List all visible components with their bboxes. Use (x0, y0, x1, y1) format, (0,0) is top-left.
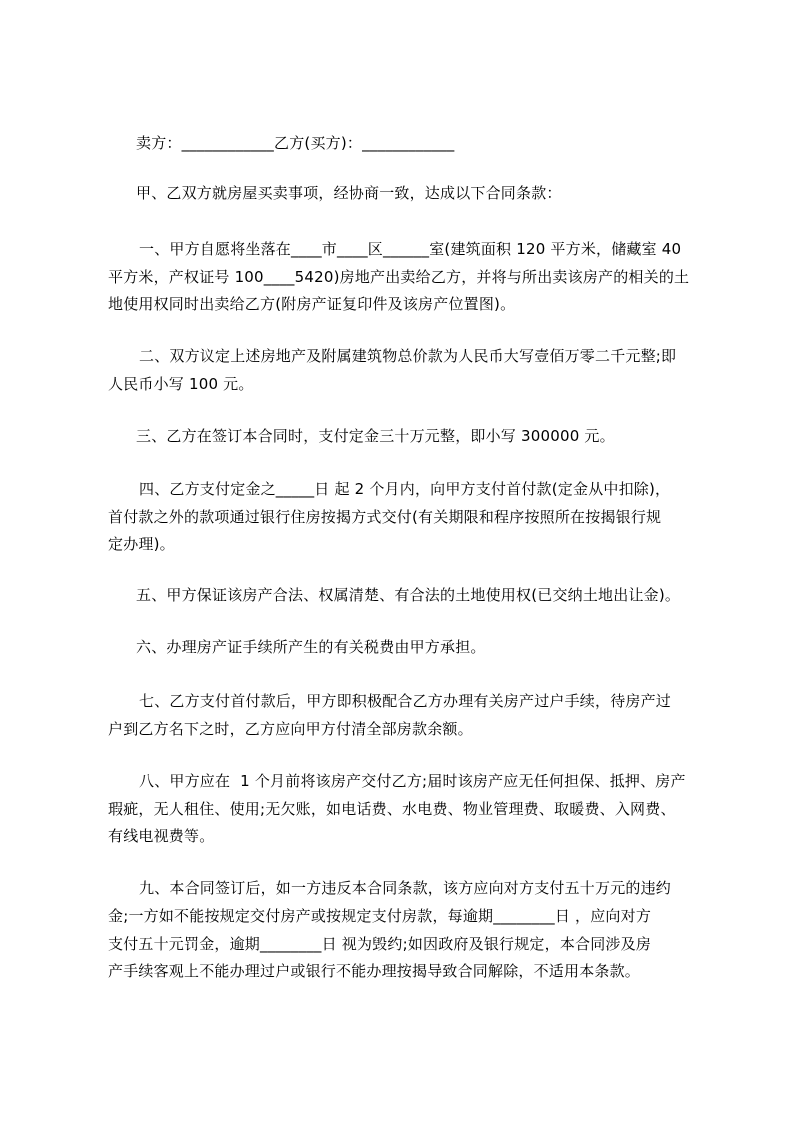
clause-1-line-1: 一、甲方自愿将坐落在____市____区______室(建筑面积 120 平方米，储藏室 40 (139, 240, 682, 258)
clause-9-line-2: 金;一方如不能按规定交付房产或按规定支付房款，每逾期________日 ，应向对方 (108, 907, 652, 925)
clause-8-line-1: 八、甲方应在 1 个月前将该房产交付乙方;届时该房产应无任何担保、抵押、房产 (139, 772, 686, 790)
clause-1-line-2: 平方米，产权证号 100____5420)房地产出卖给乙方，并将与所出卖该房产的相关的土 (108, 268, 690, 286)
clause-9-line-1: 九、本合同签订后，如一方违反本合同条款，该方应向对方支付五十万元的违约 (139, 879, 672, 897)
intro-paragraph: 甲、乙双方就房屋买卖事项，经协商一致，达成以下合同条款： (136, 184, 562, 202)
clause-1-line-3: 地使用权同时出卖给乙方(附房产证复印件及该房产位置图)。 (108, 295, 516, 313)
clause-6-line-1: 六、办理房产证手续所产生的有关税费由甲方承担。 (136, 638, 486, 656)
clause-3-line-1: 三、乙方在签订本合同时，支付定金三十万元整，即小写 300000 元。 (136, 427, 615, 445)
clause-7-line-1: 七、乙方支付首付款后，甲方即积极配合乙方办理有关房产过户手续，待房产过 (139, 692, 672, 710)
clause-5-line-1: 五、甲方保证该房产合法、权属清楚、有合法的土地使用权(已交纳土地出让金)。 (136, 586, 681, 604)
parties-line: 卖方：____________乙方(买方)：____________ (136, 134, 455, 152)
clause-9-line-3: 支付五十元罚金，逾期________日 视为毁约;如因政府及银行规定，本合同涉及房 (108, 935, 652, 953)
clause-4-line-1: 四、乙方支付定金之_____日 起 2 个月内，向甲方支付首付款(定金从中扣除)， (139, 480, 671, 498)
clause-9-line-4: 产手续客观上不能办理过户或银行不能办理按揭导致合同解除，不适用本条款。 (108, 962, 641, 980)
clause-8-line-2: 瑕疵，无人租住、使用;无欠账，如电话费、水电费、物业管理费、取暖费、入网费、 (108, 800, 676, 818)
clause-4-line-2: 首付款之外的款项通过银行住房按揭方式交付(有关期限和程序按照所在按揭银行规 (108, 508, 662, 526)
clause-8-line-3: 有线电视费等。 (108, 827, 215, 845)
clause-2-line-2: 人民币小写 100 元。 (108, 375, 254, 393)
clause-2-line-1: 二、双方议定上述房地产及附属建筑物总价款为人民币大写壹佰万零二千元整;即 (139, 347, 677, 365)
clause-7-line-2: 户到乙方名下之时，乙方应向甲方付清全部房款余额。 (108, 720, 473, 738)
clause-4-line-3: 定办理)。 (108, 535, 175, 553)
